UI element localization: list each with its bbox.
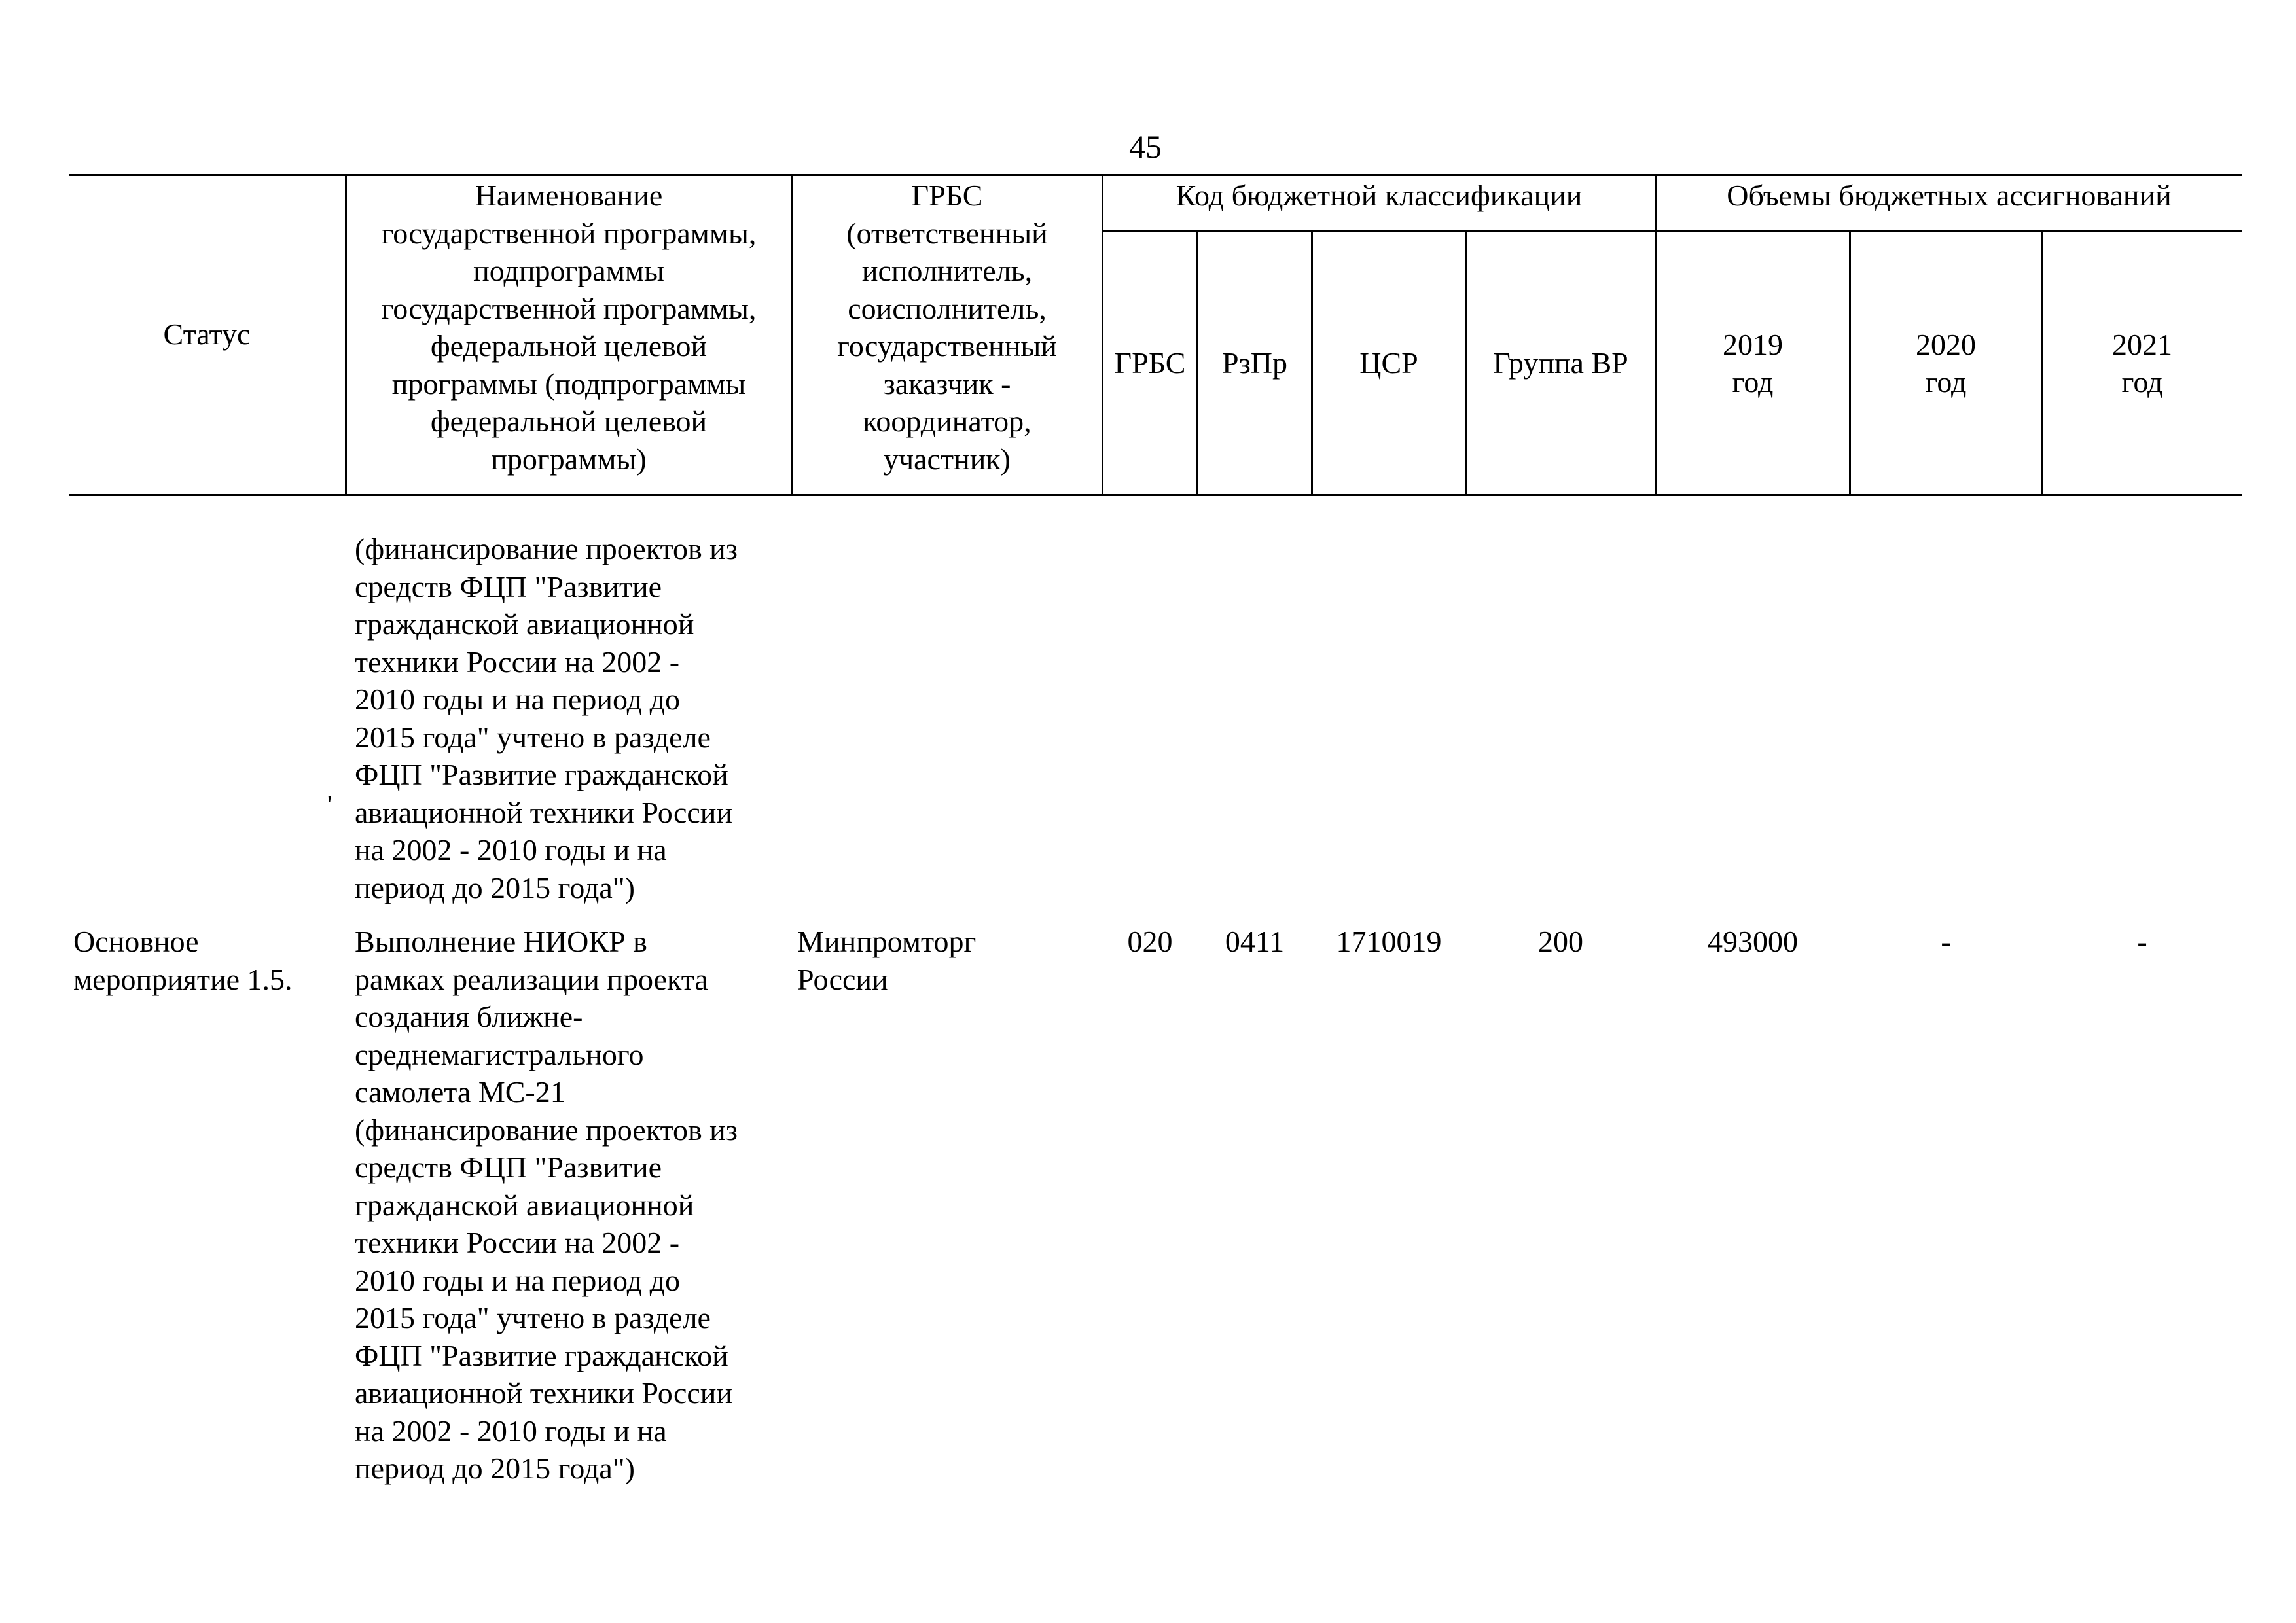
row-vr: 200 — [1538, 925, 1583, 958]
row-status: Основное мероприятие 1.5. — [73, 925, 293, 996]
header-year-2021: 2021 год — [2112, 327, 2172, 399]
row-year-2020-value: - — [1941, 925, 1951, 958]
header-status: Статус — [163, 317, 251, 351]
header-year-2020: 2020 год — [1916, 327, 1976, 399]
header-year-2019: 2019 год — [1723, 327, 1783, 399]
header-budget-code-group: Код бюджетной классификации — [1175, 179, 1583, 212]
page-number: 45 — [1129, 128, 1162, 165]
header-col-csr: ЦСР — [1359, 346, 1418, 380]
row-rzpr: 0411 — [1225, 925, 1285, 958]
header-top-rule — [69, 174, 2242, 176]
header-program-name: Наименование государственной программы, подпрограммы государственной программы, федеральной целевой программы (подпрограммы федеральной целевой программы) — [381, 179, 757, 476]
row-grbs: 020 — [1127, 925, 1173, 958]
header-bottom-rule — [69, 494, 2242, 496]
row-year-2019-value: 493000 — [1708, 925, 1798, 958]
header-budget-volume-group: Объемы бюджетных ассигнований — [1727, 179, 2172, 212]
row-continuation-name: (финансирование проектов из средств ФЦП "Развитие гражданской авиационной техники России на 2002 - 2010 годы и на период до 2015 года" учтено в разделе ФЦП "Развитие гражданской авиационной техники России на 2002 - 2010 годы и на период до 2015 года") — [355, 532, 738, 904]
row-year-2021-value: - — [2137, 925, 2147, 958]
header-grbs-responsible: ГРБС (ответственный исполнитель, соисполнитель, государственный заказчик - координатор, участник) — [837, 179, 1057, 476]
row-csr: 1710019 — [1336, 925, 1442, 958]
row-executor: Минпромторг России — [797, 925, 977, 996]
header-col-grbs: ГРБС — [1114, 346, 1186, 380]
header-col-rzpr: РзПр — [1222, 346, 1287, 380]
header-col-vr: Группа ВР — [1493, 346, 1628, 380]
row-program-name: Выполнение НИОКР в рамках реализации проекта создания ближне- среднемагистрального самолета МС-21 (финансирование проектов из средств ФЦП "Развитие гражданской авиационной техники России на 2002 - 2010 годы и на период до 2015 года" учтено в разделе ФЦП "Развитие гражданской авиационной техники России на 2002 - 2010 годы и на период до 2015 года") — [355, 925, 738, 1485]
stray-mark: ' — [327, 790, 332, 819]
